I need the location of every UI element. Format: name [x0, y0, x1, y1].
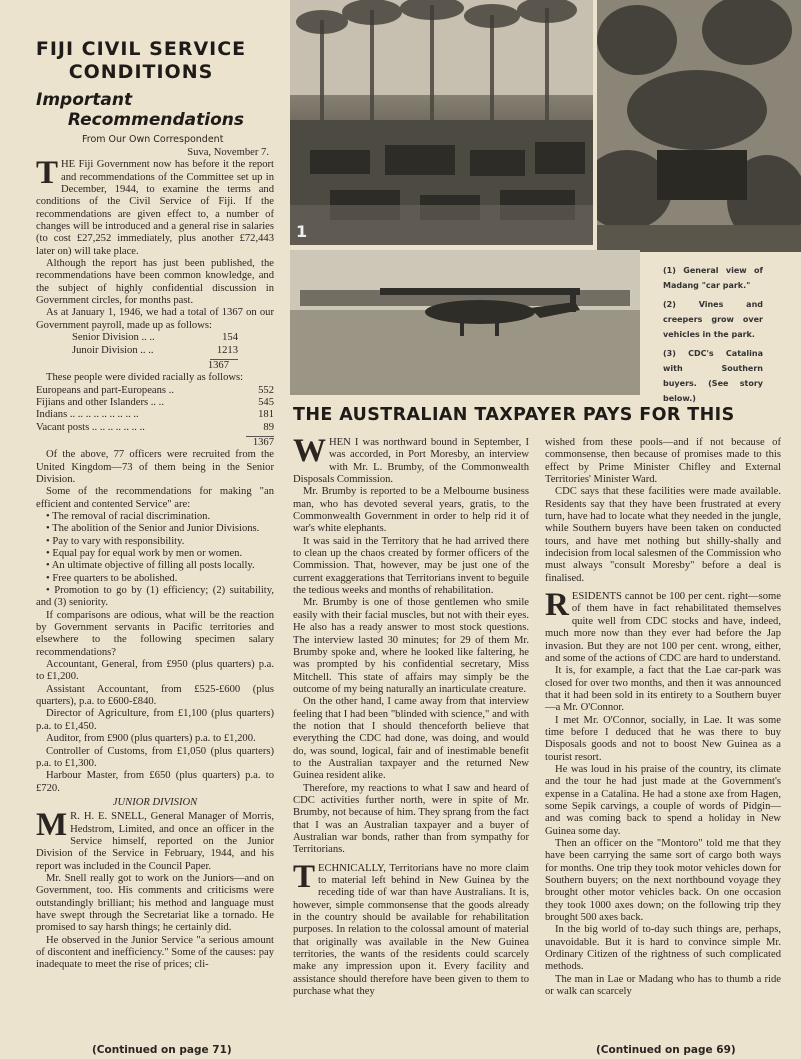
- paragraph: He was loud in his praise of the country, its climate and the tour he had just made at the Government's expense in a Catalina. He had a stone axe from Hagen, some Sepik carvings, a couple of words of Pidgin—and was coming back to spend a holiday in New Guinea some day.: [545, 763, 781, 837]
- paragraph: Of the above, 77 officers were recruited from the United Kingdom—73 of them being in the Senior Division.: [36, 449, 274, 485]
- paragraph: Therefore, my reactions to what I saw and heard of CDC activities further north, were in spite of Mr. Brumby, not because of him. They sprang from the fact that I was an Australian taxpayer and a buyer of Australian war bonds, rather than from sympathy for Territorians.: [293, 782, 529, 856]
- paragraph: I met Mr. O'Connor, socially, in Lae. It was some time before I deduced that he was there to buy Disposals goods and not to boost New Guinea as a tourist resort.: [545, 714, 781, 763]
- paragraph: Although the report has just been published, the recommendations have been common knowledge, and the subject of highly confidential discussion in Government circles, for months past.: [36, 258, 274, 307]
- caption-2: (2) Vines and creepers grow over vehicles in the park.: [663, 300, 763, 339]
- paragraph: Mr. Brumby is reported to be a Melbourne business man, who has devoted several years, gratis, to the Commonwealth Government in order to help rid it of war's white elephants.: [293, 486, 529, 535]
- paragraph: Mr. Snell really got to work on the Juniors—and on Government, too. His comments and criticisms were outstandingly brilliant; his method and language must have swept through the Secretariat like a tornado. He promised to say harsh things; he certainly did.: [36, 872, 274, 934]
- right-column-2: [545, 437, 781, 998]
- table-total: 1367: [252, 436, 274, 448]
- paragraph: If comparisons are odious, what will be the reaction by Government servants in Pacific territories and elsewhere to the following specimen salary recommendations?: [36, 609, 274, 658]
- caption-3: (3) CDC's Catalina with Southern buyers. (See story below.): [663, 349, 763, 403]
- paragraph: In the big world of to-day such things are, perhaps, unavoidable. But it is hard to convince simple Mr. Ordinary Citizen of the rightness of such complicated methods.: [545, 924, 781, 973]
- salary-item: Controller of Customs, from £1,050 (plus quarters) p.a. to £1,300.: [36, 745, 274, 769]
- table-row: Senior Division .. .. 154: [72, 332, 238, 344]
- table-row: Indians .. .. .. .. .. .. .. .. .. 181: [36, 409, 274, 421]
- bullet-item: • The removal of racial discrimination.: [46, 510, 211, 522]
- paragraph: As at January 1, 1946, we had a total of 1367 on our Government payroll, made up as follows:: [36, 307, 274, 331]
- title-line-1: FIJI CIVIL SERVICE: [35, 38, 247, 60]
- paragraph: These people were divided racially as follows:: [46, 372, 244, 384]
- catalina-illustration: [290, 250, 640, 395]
- lead-paragraph: THE Fiji Government now has before it the report and recommendations of the Committee set up in December, 1944, to examine the terms and conditions of the Civil Service of Fiji. If the recommendations are given effect to, a number of changes will be introduced and a general rise in salaries (to cost £27,252 immediately, plus another £72,443 later on) will take place.: [36, 155, 274, 257]
- article-title: [30, 38, 252, 84]
- paragraph: Mr. Brumby is one of those gentlemen who smile easily with their facial muscles, but not with their eyes. He also has a ready answer to most stock questions. The interview lasted 30 minutes; for 29 of them Mr. Brumby spoke and, where he looked like faltering, he was prompted by his confidential secretary, Miss Mitchell. This state of affairs may simply be the outcome of my being naturally an inarticulate creature.: [293, 597, 529, 695]
- photo-vines: [597, 0, 801, 252]
- paragraph: He observed in the Junior Service "a serious amount of discontent and inefficiency." Some of the causes: pay inadequate to meet the rise of prices; cli-: [36, 934, 274, 971]
- salary-item: Assistant Accountant, from £525-£600 (plus quarters), p.a. to £600-£840.: [36, 683, 274, 708]
- table-total: 1367: [207, 359, 229, 371]
- drop-cap: W: [293, 433, 326, 469]
- table-row: Vacant posts .. .. .. .. .. .. .. 89: [36, 421, 274, 433]
- residents-paragraph: RESIDENTS cannot be 100 per cent. right—some of them have in fact rehabilitated themselves quite well from CDC stocks and have, indeed, much more now than they ever had before the Jap invasion. But they are not 100 per cent. wrong, either, and some of the actions of CDC are hard to understand.: [545, 587, 781, 664]
- bullet-item: • Free quarters to be abolished.: [46, 572, 178, 584]
- vines-illustration: [597, 0, 801, 252]
- snell-paragraph: M R. H. E. SNELL, General Manager of Morris, Hedstrom, Limited, and once an officer in the Service himself, reported on the Junior Division of the Service in February, 1944, and his report was included in the Council Paper.: [36, 807, 274, 872]
- caption-1: (1) General view of Madang "car park.": [663, 266, 763, 290]
- byline: From Our Own Correspondent: [82, 134, 224, 145]
- bullet-item: • Promotion to go by (1) efficiency; (2) suitability, and (3) seniority.: [36, 585, 274, 609]
- photo-catalina: [290, 250, 640, 395]
- division-table: [36, 332, 274, 372]
- table-row: Junoir Division .. .. 1213: [72, 344, 238, 356]
- bullet-item: • Pay to vary with responsibility.: [46, 535, 185, 547]
- table-row: Europeans and part-Europeans .. 552: [36, 384, 274, 396]
- opening-paragraph: WHEN I was northward bound in September, I was accorded, in Port Moresby, an interview with Mr. L. Brumby, of the Commonwealth Disposals Commission.: [293, 433, 529, 486]
- paragraph: CDC says that these facilities were made available. Residents say that they have been frustrated at every turn, have had to locate what they needed in the jungle, while Southern buyers have been taken on conducted tours, and have met nothing but shilly-shally and indecision from local salesmen of the Commission who must always "consult Moresby" before a deal is finalised.: [545, 486, 781, 584]
- race-table: [36, 385, 274, 450]
- paragraph: wished from these pools—and if not because of commonsense, then because of promises made to this effect by Prime Minister Chifley and External Territories' Minister Ward.: [545, 437, 781, 486]
- subtitle-line-2: Recommendations: [67, 110, 244, 130]
- dateline: Suva, November 7.: [187, 147, 269, 158]
- salary-item: Accountant, General, from £950 (plus quarters) p.a. to £1,200.: [36, 659, 274, 683]
- section-heading: JUNIOR DIVISION: [112, 796, 198, 808]
- drop-cap: R: [545, 587, 569, 624]
- subtitle-line-1: Important: [36, 90, 133, 110]
- salary-item: Auditor, from £900 (plus quarters) p.a. to £1,200.: [46, 733, 256, 745]
- salary-item: Director of Agriculture, from £1,100 (plus quarters) p.a. to £1,450.: [36, 708, 274, 732]
- article-subtitle: [36, 90, 246, 130]
- continued-note-right: (Continued on page 69): [596, 1044, 736, 1056]
- technically-paragraph: TECHNICALLY, Territorians have no more claim to material left behind in New Guinea by the receding tide of war than have Australians. It is, however, simple commonsense that the goods already in the country should be available for rehabilitation purposes. In relation to the colossal amount of material that originally was available in the New Guinea territories, the wants of the residents could scarcely make any impression upon it. Every facility and assistance should therefore have been given to them to purchase what they: [293, 858, 529, 998]
- paragraph: It is, for example, a fact that the Lae car-park was closed for over two months, and then it was announced that it had been sold in its entirety to a Southern buyer—a Mr. O'Connor.: [545, 665, 781, 714]
- table-row: Fijians and other Islanders .. .. 545: [36, 396, 274, 408]
- photo-captions: [663, 263, 763, 406]
- car-park-illustration: [290, 0, 593, 245]
- left-column: [36, 147, 274, 972]
- bullet-item: • The abolition of the Senior and Junior Divisions.: [46, 523, 260, 535]
- paragraph: Then an officer on the "Montoro" told me that they have been carrying the same sort of cargo both ways for months. One trip they took motor vehicles down for Southern buyers; on the next northbound voyage they brought other motor vehicles back. On one occasion they took 1000 axes down; on the following trip they brought 500 axes back.: [545, 838, 781, 924]
- paragraph: It was said in the Territory that he had arrived there to clean up the chaos created by former officers of the Commission. That, however, may be just one of the current exaggerations that Territorians invent to beguile the tedious weeks and months of rehabilitation.: [293, 535, 529, 597]
- photo-number: 1: [296, 222, 308, 241]
- paragraph: Some of the recommendations for making "an efficient and contented Service" are:: [36, 486, 274, 510]
- photo-car-park: [290, 0, 593, 245]
- right-column-1: [293, 433, 529, 998]
- article-headline: THE AUSTRALIAN TAXPAYER PAYS FOR THIS: [293, 405, 735, 425]
- bullet-item: • An ultimate objective of filling all posts locally.: [46, 560, 255, 572]
- drop-cap: T: [293, 858, 316, 895]
- title-line-2: CONDITIONS: [68, 61, 214, 83]
- drop-cap: T: [36, 155, 59, 192]
- bullet-item: • Equal pay for equal work by men or women.: [46, 548, 243, 559]
- drop-cap: M: [36, 807, 68, 844]
- paragraph: The man in Lae or Madang who has to thumb a ride or walk can scarcely: [545, 973, 781, 998]
- paragraph: On the other hand, I came away from that interview feeling that I had been "blinded with science," and with the notion that I should thenceforth believe that everything the CDC had done, was doing, and would do, was sound, logical, fair and of inestimable benefit to the Australian taxpayer and the returned New Guinea resident alike.: [293, 696, 529, 782]
- continued-note-left: (Continued on page 71): [92, 1044, 232, 1056]
- salary-item: Harbour Master, from £650 (plus quarters) p.a. to £720.: [36, 770, 274, 794]
